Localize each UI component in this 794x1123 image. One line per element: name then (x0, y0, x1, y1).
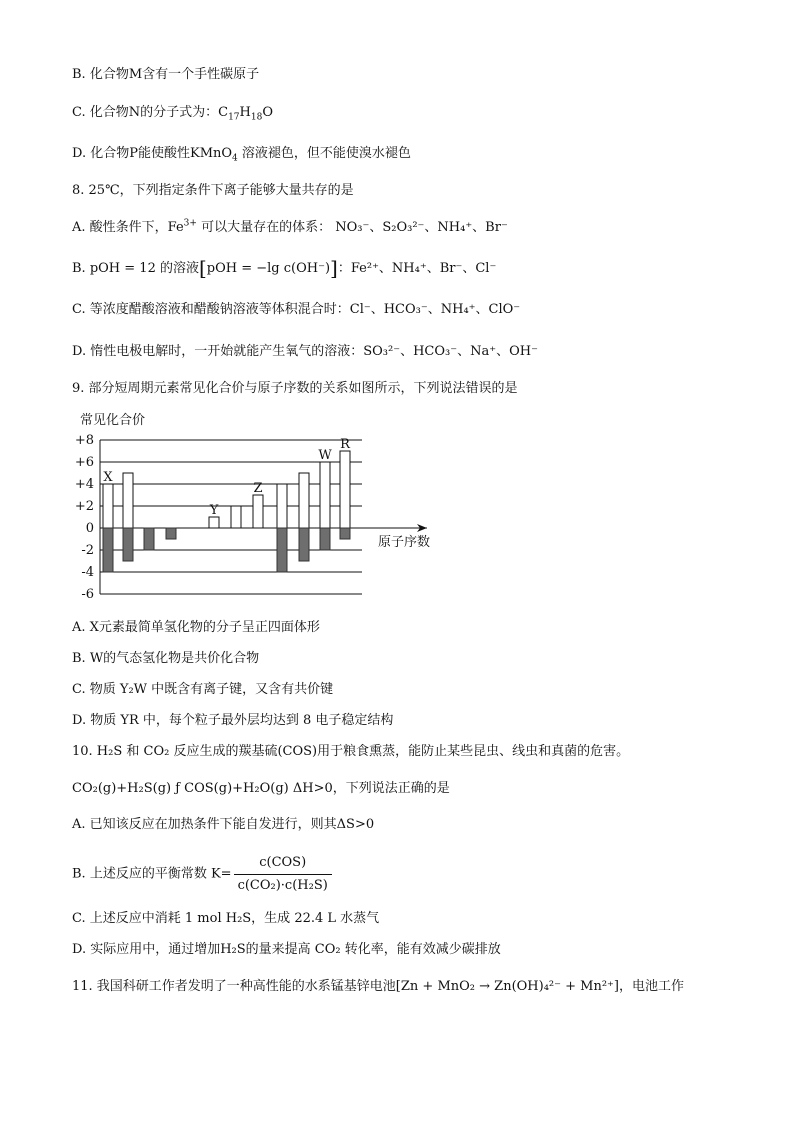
battery-equation: Zn + MnO₂ → Zn(OH)₄²⁻ + Mn²⁺ (400, 979, 614, 994)
fraction-denominator: c(CO₂)·c(H₂S) (237, 878, 328, 893)
y-tick-label: +2 (74, 499, 94, 514)
option-text: ]，电池工作 (613, 979, 684, 994)
fraction-numerator: c(COS) (234, 853, 332, 875)
bar-min-valence (144, 528, 154, 550)
option-text: C. 化合物N的分子式为： (72, 105, 219, 120)
question-8-option-b (72, 256, 497, 280)
question-10-equation: CO₂(g)+H₂S(g) ƒ COS(g)+H₂O(g) ΔH>0，下列说法正确的是 (72, 781, 450, 796)
question-7-option-d (72, 145, 411, 163)
question-10-option-d: D. 实际应用中，通过增加H₂S的量来提高 CO₂ 转化率，能有效减少碳排放 (72, 942, 501, 957)
ion-list: ：Fe²⁺、NH₄⁺、Br⁻、Cl⁻ (337, 261, 497, 276)
formula-sub: 17 (228, 112, 240, 123)
question-7-option-b: B. 化合物M含有一个手性碳原子 (72, 67, 260, 82)
formula-h: H (239, 105, 251, 120)
formula-sub: 4 (232, 153, 238, 164)
option-text: B. pOH = 12 的溶液 (72, 261, 199, 276)
bar-min-valence (123, 528, 133, 561)
bar-min-valence (103, 528, 113, 572)
option-text: B. 上述反应的平衡常数 K= (72, 866, 232, 882)
element-label: X (103, 470, 113, 485)
bar-max-valence (209, 517, 219, 528)
formula-sub: 18 (250, 112, 263, 123)
y-tick-label: 0 (85, 521, 94, 536)
question-11-stem (72, 978, 684, 996)
y-tick-label: +6 (74, 455, 94, 470)
question-7-option-c (72, 104, 273, 122)
y-tick-label: -4 (81, 565, 94, 580)
question-10-option-b (72, 853, 332, 896)
question-9-stem: 9. 部分短周期元素常见化合价与原子序数的关系如图所示，下列说法错误的是 (72, 381, 518, 396)
element-label: Y (209, 503, 219, 518)
bar-max-valence (340, 451, 350, 528)
option-text: D. 化合物P能使酸性 (72, 146, 190, 161)
valence-chart (72, 410, 452, 610)
chart-title: 常见化合价 (80, 413, 146, 428)
y-tick-label: -2 (81, 543, 94, 558)
charge: 3+ (183, 218, 197, 229)
question-8-option-a (72, 219, 508, 237)
bar-min-valence (320, 528, 330, 550)
question-10-option-a: A. 已知该反应在加热条件下能自发进行，则其ΔS>0 (72, 817, 375, 832)
bar-min-valence (166, 528, 176, 539)
option-text: 11. 我国科研工作者发明了一种高性能的水系锰基锌电池[ (72, 979, 401, 994)
question-9-option-b: B. W的气态氢化物是共价化合物 (72, 651, 260, 666)
bar-min-valence (277, 528, 287, 572)
bar-max-valence (299, 473, 309, 528)
equilibrium-fraction (234, 853, 332, 896)
question-10-stem: 10. H₂S 和 CO₂ 反应生成的羰基硫(COS)用于粮食熏蒸，能防止某些昆虫、线虫和真菌的危害。 (72, 744, 630, 759)
question-9-option-c: C. 物质 Y₂W 中既含有离子键，又含有共价键 (72, 682, 334, 697)
question-8-stem: 8. 25℃，下列指定条件下离子能够大量共存的是 (72, 183, 354, 198)
question-9-option-a: A. X元素最简单氢化物的分子呈正四面体形 (72, 620, 320, 635)
bar-min-valence (340, 528, 350, 539)
bar-max-valence (231, 506, 241, 528)
y-tick-label: +8 (74, 433, 94, 448)
bar-max-valence (277, 484, 287, 528)
bar-max-valence (123, 473, 133, 528)
y-tick-label: -6 (81, 587, 94, 602)
bar-max-valence (253, 495, 263, 528)
element-label: W (318, 448, 332, 463)
element-label: R (340, 437, 350, 452)
ion-list: NO₃⁻、S₂O₃²⁻、NH₄⁺、Br⁻ (335, 220, 508, 235)
element-label: Z (253, 481, 263, 496)
bar-max-valence (320, 462, 330, 528)
question-8-option-c: C. 等浓度醋酸溶液和醋酸钠溶液等体积混合时：Cl⁻、HCO₃⁻、NH₄⁺、ClO⁻ (72, 302, 521, 317)
bar-max-valence (103, 484, 113, 528)
option-text: 可以大量存在的体系： (201, 220, 332, 235)
bar-min-valence (299, 528, 309, 561)
question-9-option-d: D. 物质 YR 中，每个粒子最外层均达到 8 电子稳定结构 (72, 713, 394, 728)
bracket-left: [ (198, 256, 207, 280)
formula-o: O (262, 105, 273, 120)
question-10-option-c: C. 上述反应中消耗 1 mol H₂S，生成 22.4 L 水蒸气 (72, 911, 380, 926)
question-8-option-d: D. 惰性电极电解时，一开始就能产生氧气的溶液：SO₃²⁻、HCO₃⁻、Na⁺、OH⁻ (72, 344, 538, 359)
poh-definition: pOH = −lg c(OH⁻) (206, 261, 331, 276)
formula-c: C (218, 105, 229, 120)
option-text: 溶液褪色，但不能使溴水褪色 (241, 146, 411, 161)
formula-kmno4: KMnO (189, 146, 233, 161)
x-axis-label: 原子序数 (378, 535, 431, 550)
y-tick-label: +4 (74, 477, 94, 492)
option-text: A. 酸性条件下，Fe (72, 220, 184, 235)
bracket-right: ] (330, 256, 338, 280)
